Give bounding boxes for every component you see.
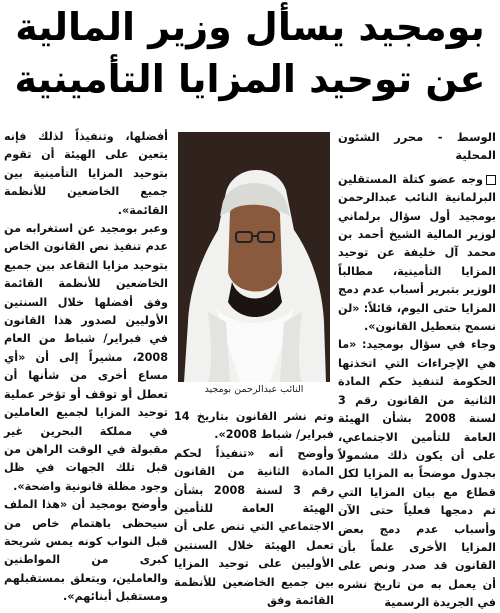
headline-line-2: عن توحيد المزايا التأمينية [14,57,486,101]
article-column-left [4,128,168,604]
article-column-right [338,128,496,610]
paragraph: وأوضح بومجيد أن «هذا الملف سيحظى باهتمام خاص من قبل النواب كونه يمس شريحة كبرى من المواطنين والعاملين، ويتعلق بمستقبلهم ومستقبل أبنائهم». [4,498,168,604]
paragraph: وجاء في سؤال بومجيد: «ما هي الإجراءات التي اتخذتها الحكومة لتنفيذ حكم المادة الثانية من القانون رقم 3 لسنة 2008 بشأن الهيئة العامة للتأمين الاجتماعي، على أن يكون ذلك مشمولاً بجدول موضحاً به المزايا لكل قطاع مع بيان المزايا التي تم دمجها فعلياً حتى الآن وأسباب عدم دمج بعض المزايا الأخرى علماً بأن القانون قد صدر ونص على أن يعمل به من تاريخ نشره في الجريدة الرسمية [338,338,496,610]
paragraph: وتم نشر القانون بتاريخ 14 فبراير/ شباط 2008». [174,410,334,442]
paragraph-text: وجه عضو كتلة المستقلين البرلمانية النائب عبدالرحمن بومجيد أول سؤال برلماني لوزير المالية الشيخ أحمد بن محمد آل خليفة عن توحيد المزايا التأمينية، مطالباً الوزير بتبرير أسباب عدم دمج المزايا حتى اليوم، قائلاً: «لن نسمح بتعطيل القانون». [338,172,496,334]
headline-line-1: بومجيد يسأل وزير المالية [15,5,485,49]
square-bullet-icon [486,175,496,185]
paragraph: أفضلها، وتنفيذاً لذلك فإنه يتعين على الهيئة أن تقوم بتوحيد المزايا التأمينية بين جميع الخاضعين للأنظمة القائمة». [4,130,168,217]
paragraph: وعبر بومجيد عن استغرابه من عدم تنفيذ نص القانون الخاص بتوحيد مزايا التقاعد بين جميع الخاضعين للأنظمة القائمة وفق أفضلها خلال السنتين الأوليين لصدور هذا القانون في فبراير/ شباط من العام 2008، مشيراً إلى أن «أي مساع أخرى من شأنها أن تعطل أو توقف أو تؤخر عملية توحيد المزايا لجميع العاملين في مملكة البحرين غير مقبولة في الوقت الراهن من قبل تلك الجهات في ظل وجود مظلة قانونية واضحة». [4,222,168,493]
byline: الوسط - محرر الشئون المحلية [338,130,496,163]
portrait-photo [178,132,330,382]
paragraph [338,171,496,337]
article-column-middle [174,408,335,608]
paragraph: وأوضح أنه «تنفيذاً لحكم المادة الثانية من القانون رقم 3 لسنة 2008 بشأن الهيئة العامة للتأمين الاجتماعي التي تنص على أن تعمل الهيئة خلال السنتين الأوليين على توحيد المزايا بين جميع الخاضعين للأنظمة القائمة وفق [174,446,335,608]
portrait-figure [178,132,330,400]
photo-caption: النائب عبدالرحمن بومجيد [204,384,304,395]
